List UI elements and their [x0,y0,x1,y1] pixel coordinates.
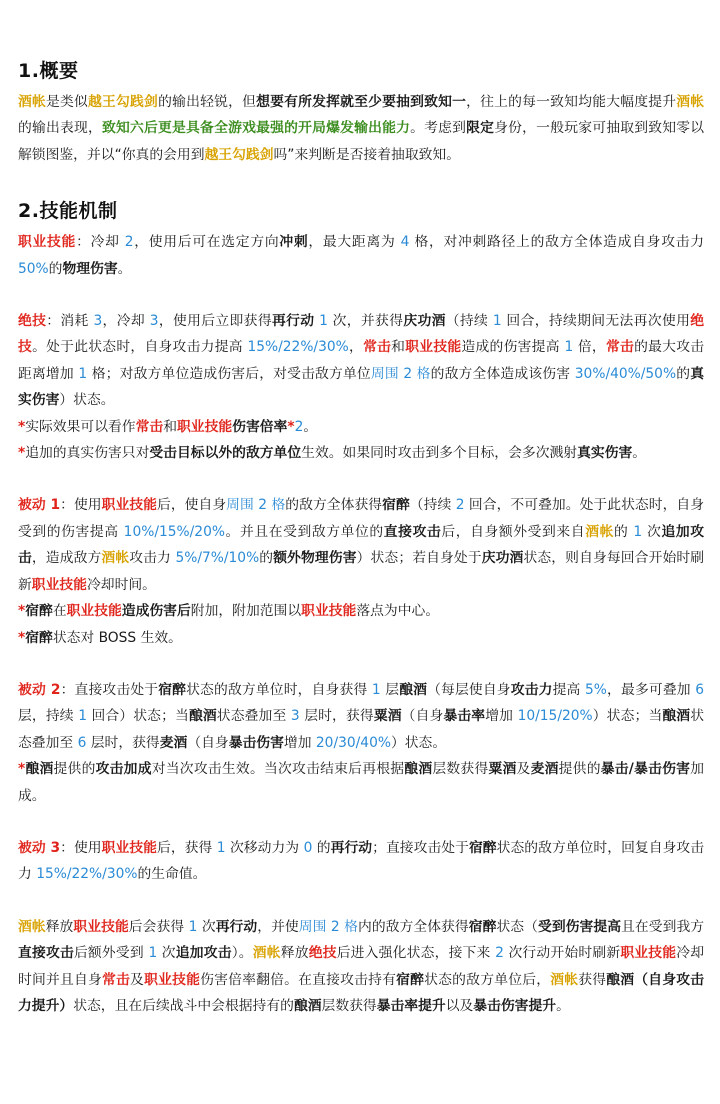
numeric-value: 3 [149,313,159,330]
text-run: 和 [391,339,406,356]
character-name: 酒帐 [676,94,705,110]
bold-term: 追加攻击 [18,523,705,567]
text-run: 状态（ [496,918,538,935]
text-run: 回合）状态；当 [86,708,189,725]
text-run: ：直接攻击处于 [60,681,159,698]
text-run: 的生命值。 [137,866,207,883]
red-keyword: 职业技能 [66,603,122,620]
text-run: 。考虑到 [410,120,467,137]
red-keyword: 被动 2 [18,681,61,698]
red-keyword: 被动 1 [18,497,61,514]
section-title-overview: 1.概要 [18,60,79,82]
text-run: 后，获得 [157,839,217,856]
red-keyword: 职业技能 [405,339,462,356]
bold-term: 追加攻击 [175,945,232,962]
text-run: 附加，附加范围以 [190,603,302,620]
text-run: 层 [380,681,400,698]
text-run: 状态叠加至 [216,708,291,725]
paragraph [18,308,704,414]
text-run: 。 [556,997,570,1014]
red-keyword: 被动 3 [18,839,61,856]
red-keyword: * [18,629,26,646]
text-run: 追加的真实伤害只对 [25,445,150,462]
numeric-value: 1 [319,313,328,330]
text-run: ，最大距离为 [308,234,401,251]
text-run: ）状态；若自身处于 [356,550,482,567]
text-run: 吗”来判断是否接着抽取致知。 [273,146,461,163]
text-run: ）状态。 [390,734,447,751]
paragraph-gap [18,888,704,914]
bold-term: 酿酒（自身攻击力提升） [18,971,705,1014]
bold-term: 暴击伤害 [228,734,284,751]
numeric-value: 5% [585,681,607,698]
text-run: ，冷却 [102,313,150,330]
numeric-value: 15%/22%/30% [247,339,349,356]
text-run: ，往上的每一致知均能大幅度提升 [466,94,677,110]
bold-term: 酿酒 [662,708,691,725]
text-run: 的 [48,260,63,277]
text-run: ；直接攻击处于 [372,839,469,856]
numeric-value: 1 [371,681,381,698]
character-name: 酒帐 [585,523,614,540]
text-run: 实际效果可以看作 [25,418,136,435]
paragraph-gap [18,809,704,835]
text-run: 身份，一般玩家可抽取到致知零以解锁图鉴，并以“你真的会用到 [18,120,705,163]
bold-term: 宿醉 [25,629,53,646]
bold-term: 想要有所发挥就至少要抽到致知一 [256,94,467,110]
text-run: 状态，且在后续战斗中会根据持有的 [73,997,294,1014]
text-run: ：使用 [60,839,102,856]
text-run: 增加 [283,734,316,751]
text-run: （自身 [401,708,444,725]
text-run: （持续 [445,313,493,330]
text-run: 。 [303,418,318,435]
numeric-value: 1 [216,839,226,856]
red-keyword: 职业技能 [144,971,201,988]
text-run: 释放 [45,918,74,935]
text-run: 以及 [445,997,474,1014]
text-run: 状态的敌方单位后， [424,971,551,988]
bold-term: 暴击/暴击伤害 [600,761,691,778]
bold-term: 宿醉 [382,497,410,514]
character-name: 酒帐 [252,945,281,962]
bold-term: 酿酒 [293,997,322,1014]
red-keyword: * [18,603,26,620]
text-run: 的输出轻锐，但 [158,94,257,110]
text-run: 的敌方全体造成该伤害 [430,365,575,382]
numeric-value: 2 [455,497,465,514]
bold-term: 限定 [466,120,495,137]
text-run: 冷却时间并且自身 [18,945,705,988]
text-run: ：冷却 [76,234,125,251]
bold-term: 直接攻击 [383,523,442,540]
bold-term: 酿酒 [25,761,54,778]
bold-term: 宿醉 [468,839,497,856]
bold-term: 攻击加成 [95,761,152,778]
paragraph [18,492,704,598]
text-run: 的输出表现， [18,120,103,137]
text-run: ：消耗 [46,313,94,330]
text-run: （持续 [409,497,456,514]
text-run: 。处于此状态时，自身攻击力提高 [32,339,248,356]
bold-term: 再行动 [330,839,373,856]
bold-term: 粟酒 [488,761,517,778]
numeric-value: 1 [633,523,643,540]
numeric-value: 20/30/40% [315,734,391,751]
numeric-value: 1 [78,708,87,725]
text-run: （每层使自身 [427,681,511,698]
character-name: 酒帐 [101,550,130,567]
text-run: 的 [613,523,634,540]
text-run: 次移动力为 [225,839,304,856]
text-run: 内的敌方全体获得 [357,918,469,935]
bold-term: 暴击率 [443,708,486,725]
paragraph-gap [18,282,704,308]
text-run: 生效。如果同时攻击到多个目标，会多次溅射 [301,445,578,462]
text-run: ，造成敌方 [31,550,102,567]
text-run: 次行动开始时刷新 [503,945,621,962]
text-run: 对当次攻击生效。当次攻击结束后再根据 [151,761,405,778]
bold-term: 直接攻击 [18,945,74,962]
text-run: 后会获得 [128,918,189,935]
red-keyword: * [18,761,26,778]
text-run: 在 [52,603,67,620]
numeric-value: 3 [93,313,103,330]
paragraph [18,625,704,651]
text-run: 攻击力 [129,550,176,567]
bold-term: 物理伤害 [62,260,118,277]
character-name: 越王勾践剑 [88,94,159,110]
paragraph-gap [18,466,704,492]
text-run: 释放 [280,945,309,962]
text-run: 格，对冲刺路径上的敌方全体造成自身攻击力 [409,234,705,251]
paragraph [18,440,704,466]
text-run: ，使用后可在选定方向 [133,234,280,251]
numeric-value: 周围 2 格 [298,918,358,935]
character-name: 越王勾践剑 [204,146,274,163]
text-run: （自身 [187,734,229,751]
text-run: 提高 [552,681,586,698]
text-run: 。 [632,445,647,462]
text-run: ，使用后立即获得 [158,313,272,330]
red-keyword: * [18,445,26,462]
bold-term: 真实伤害 [18,365,704,409]
text-run: ）。 [231,945,253,962]
numeric-value: 3 [290,708,300,725]
bold-term: 冲刺 [279,234,309,251]
text-run: 层数获得 [321,997,377,1014]
bold-term: 麦酒 [159,734,188,751]
text-run: 增加 [485,708,518,725]
numeric-value: 1 [148,945,158,962]
bold-term: 酿酒 [404,761,433,778]
character-name: 酒帐 [18,918,46,935]
red-keyword: 常击 [363,339,392,356]
text-run: 状态叠加至 [18,708,705,751]
text-run: ）状态；当 [592,708,663,725]
numeric-value: 1 [78,365,88,382]
red-keyword: 常击 [135,418,164,435]
text-run: 获得 [578,971,607,988]
red-keyword: 常击 [605,339,635,356]
text-run: 后，使自身 [157,497,227,514]
paragraph [18,914,704,1020]
green-highlight: 致知六后更是具备全游戏最强的开局爆发输出能力 [102,120,411,137]
numeric-value: 0 [303,839,313,856]
text-run: 及 [516,761,531,778]
text-run: 加成。 [18,761,704,804]
paragraph [18,89,704,168]
text-run: 回合，不可叠加。处于此状态时，自身受到的伤害提高 [18,497,705,540]
text-run: ：使用 [60,497,102,514]
text-run: 。 [117,260,132,277]
numeric-value: 1 [564,339,574,356]
paragraph [18,414,704,440]
text-run: 的 [259,550,274,567]
red-keyword: 绝技 [18,313,705,356]
text-run: 的敌方全体获得 [285,497,383,514]
text-run: 是类似 [46,94,89,110]
red-keyword: * [18,418,26,435]
text-run: 层时，获得 [299,708,374,725]
text-run: 后，自身额外受到来自 [441,523,586,540]
numeric-value: 15%/22%/30% [36,866,138,883]
text-run: 的 [676,365,691,382]
numeric-value: 4 [400,234,410,251]
bold-term: 额外物理伤害 [273,550,357,567]
text-run: 冷却时间。 [86,576,156,593]
paragraph-gap [18,651,704,677]
bold-term: 麦酒 [530,761,559,778]
numeric-value: 30%/40%/50% [574,365,677,382]
section-title-mechanics: 2.技能机制 [18,200,118,223]
bold-term: 攻击力 [510,681,553,698]
red-keyword: 职业技能 [301,603,357,620]
numeric-value: 1 [492,313,502,330]
text-run: ， [348,339,364,356]
text-run: 倍， [573,339,606,356]
red-keyword: 职业技能 [101,497,157,514]
bold-term: 暴击率提升 [376,997,446,1014]
bold-term: 再行动 [271,313,315,330]
text-run: ，最多可叠加 [606,681,696,698]
text-run: 且在受到我方 [621,918,705,935]
text-run: 回合，持续期间无法再次使用 [501,313,691,330]
text-run: 及 [130,971,145,988]
bold-term: 受到伤害提高 [537,918,622,935]
bold-term: 酿酒 [399,681,428,698]
text-run: 的最大攻击距离增加 [18,339,705,382]
paragraph [18,756,704,809]
text-run: 次 [157,945,176,962]
red-keyword: 职业技能 [620,945,677,962]
bold-term: 粟酒 [373,708,402,725]
text-run: 格；对敌方单位造成伤害后，对受击敌方单位 [87,365,371,382]
text-run: 伤害倍率翻倍。在直接攻击持有 [200,971,397,988]
text-run: 状态对 BOSS 生效。 [52,629,182,646]
text-run: 层，持续 [18,708,79,725]
numeric-value: 1 [188,918,198,935]
paragraph [18,677,704,756]
bold-term: 伤害倍率 [232,418,288,435]
bold-term: 宿醉 [468,918,497,935]
red-keyword: 职业技能 [101,839,157,856]
bold-term: 庆功酒 [403,313,446,330]
red-keyword: * [287,418,295,435]
text-run: 状态的敌方单位时，回复自身攻击力 [18,839,705,883]
bold-term: 受击目标以外的敌方单位 [149,445,302,462]
numeric-value: 2 [124,234,134,251]
numeric-value: 5%/7%/10% [175,550,260,567]
numeric-value: 2 [495,945,504,962]
red-keyword: 绝技 [308,945,337,962]
numeric-value: 2 [294,418,304,435]
character-name: 酒帐 [550,971,579,988]
bold-term: 再行动 [215,918,258,935]
red-keyword: 职业技能 [73,918,129,935]
overview-body [18,89,704,168]
text-run: 后进入强化状态，接下来 [336,945,496,962]
bold-term: 暴击伤害提升 [473,997,557,1014]
text-run: 提供的 [53,761,96,778]
text-run: 提供的 [558,761,601,778]
paragraph [18,598,704,624]
paragraph [18,835,704,888]
bold-term: 宿醉 [25,603,53,620]
text-run: 的 [312,839,331,856]
red-keyword: 职业技能 [18,234,77,251]
numeric-value: 10%/15%/20% [123,523,225,540]
bold-term: 庆功酒 [481,550,524,567]
character-name: 酒帐 [18,94,47,110]
red-keyword: 绝技 [18,313,47,330]
red-keyword: 常击 [102,971,131,988]
text-run: 层数获得 [432,761,489,778]
text-run: 落点为中心。 [356,603,440,620]
numeric-value: 周围 2 格 [370,365,431,382]
numeric-value: 10/15/20% [517,708,593,725]
text-run: 次 [197,918,216,935]
text-run: 造成的伤害提高 [461,339,565,356]
mechanics-body [18,229,704,1019]
bold-term: 造成伤害后 [121,603,191,620]
text-run: 后额外受到 [73,945,149,962]
paragraph [18,229,704,282]
text-run: ）状态。 [59,392,115,409]
text-run: ，并使 [257,918,299,935]
text-run: 和 [163,418,177,435]
red-keyword: 职业技能 [31,576,87,593]
text-run: 状态，则自身每回合开始时刷新 [18,550,705,593]
text-run: 次 [642,523,662,540]
numeric-value: 周围 2 格 [226,497,286,514]
numeric-value: 6 [695,681,705,698]
bold-term: 真实伤害 [577,445,633,462]
text-run: 。并且在受到敌方单位的 [224,523,384,540]
text-run: 层时，获得 [86,734,160,751]
numeric-value: 6 [77,734,87,751]
numeric-value: 50% [18,260,49,277]
text-run: 次，并获得 [327,313,404,330]
red-keyword: 职业技能 [176,418,233,435]
text-run: 状态的敌方单位时，自身获得 [186,681,372,698]
bold-term: 宿醉 [158,681,187,698]
bold-term: 宿醉 [396,971,425,988]
bold-term: 酿酒 [188,708,217,725]
